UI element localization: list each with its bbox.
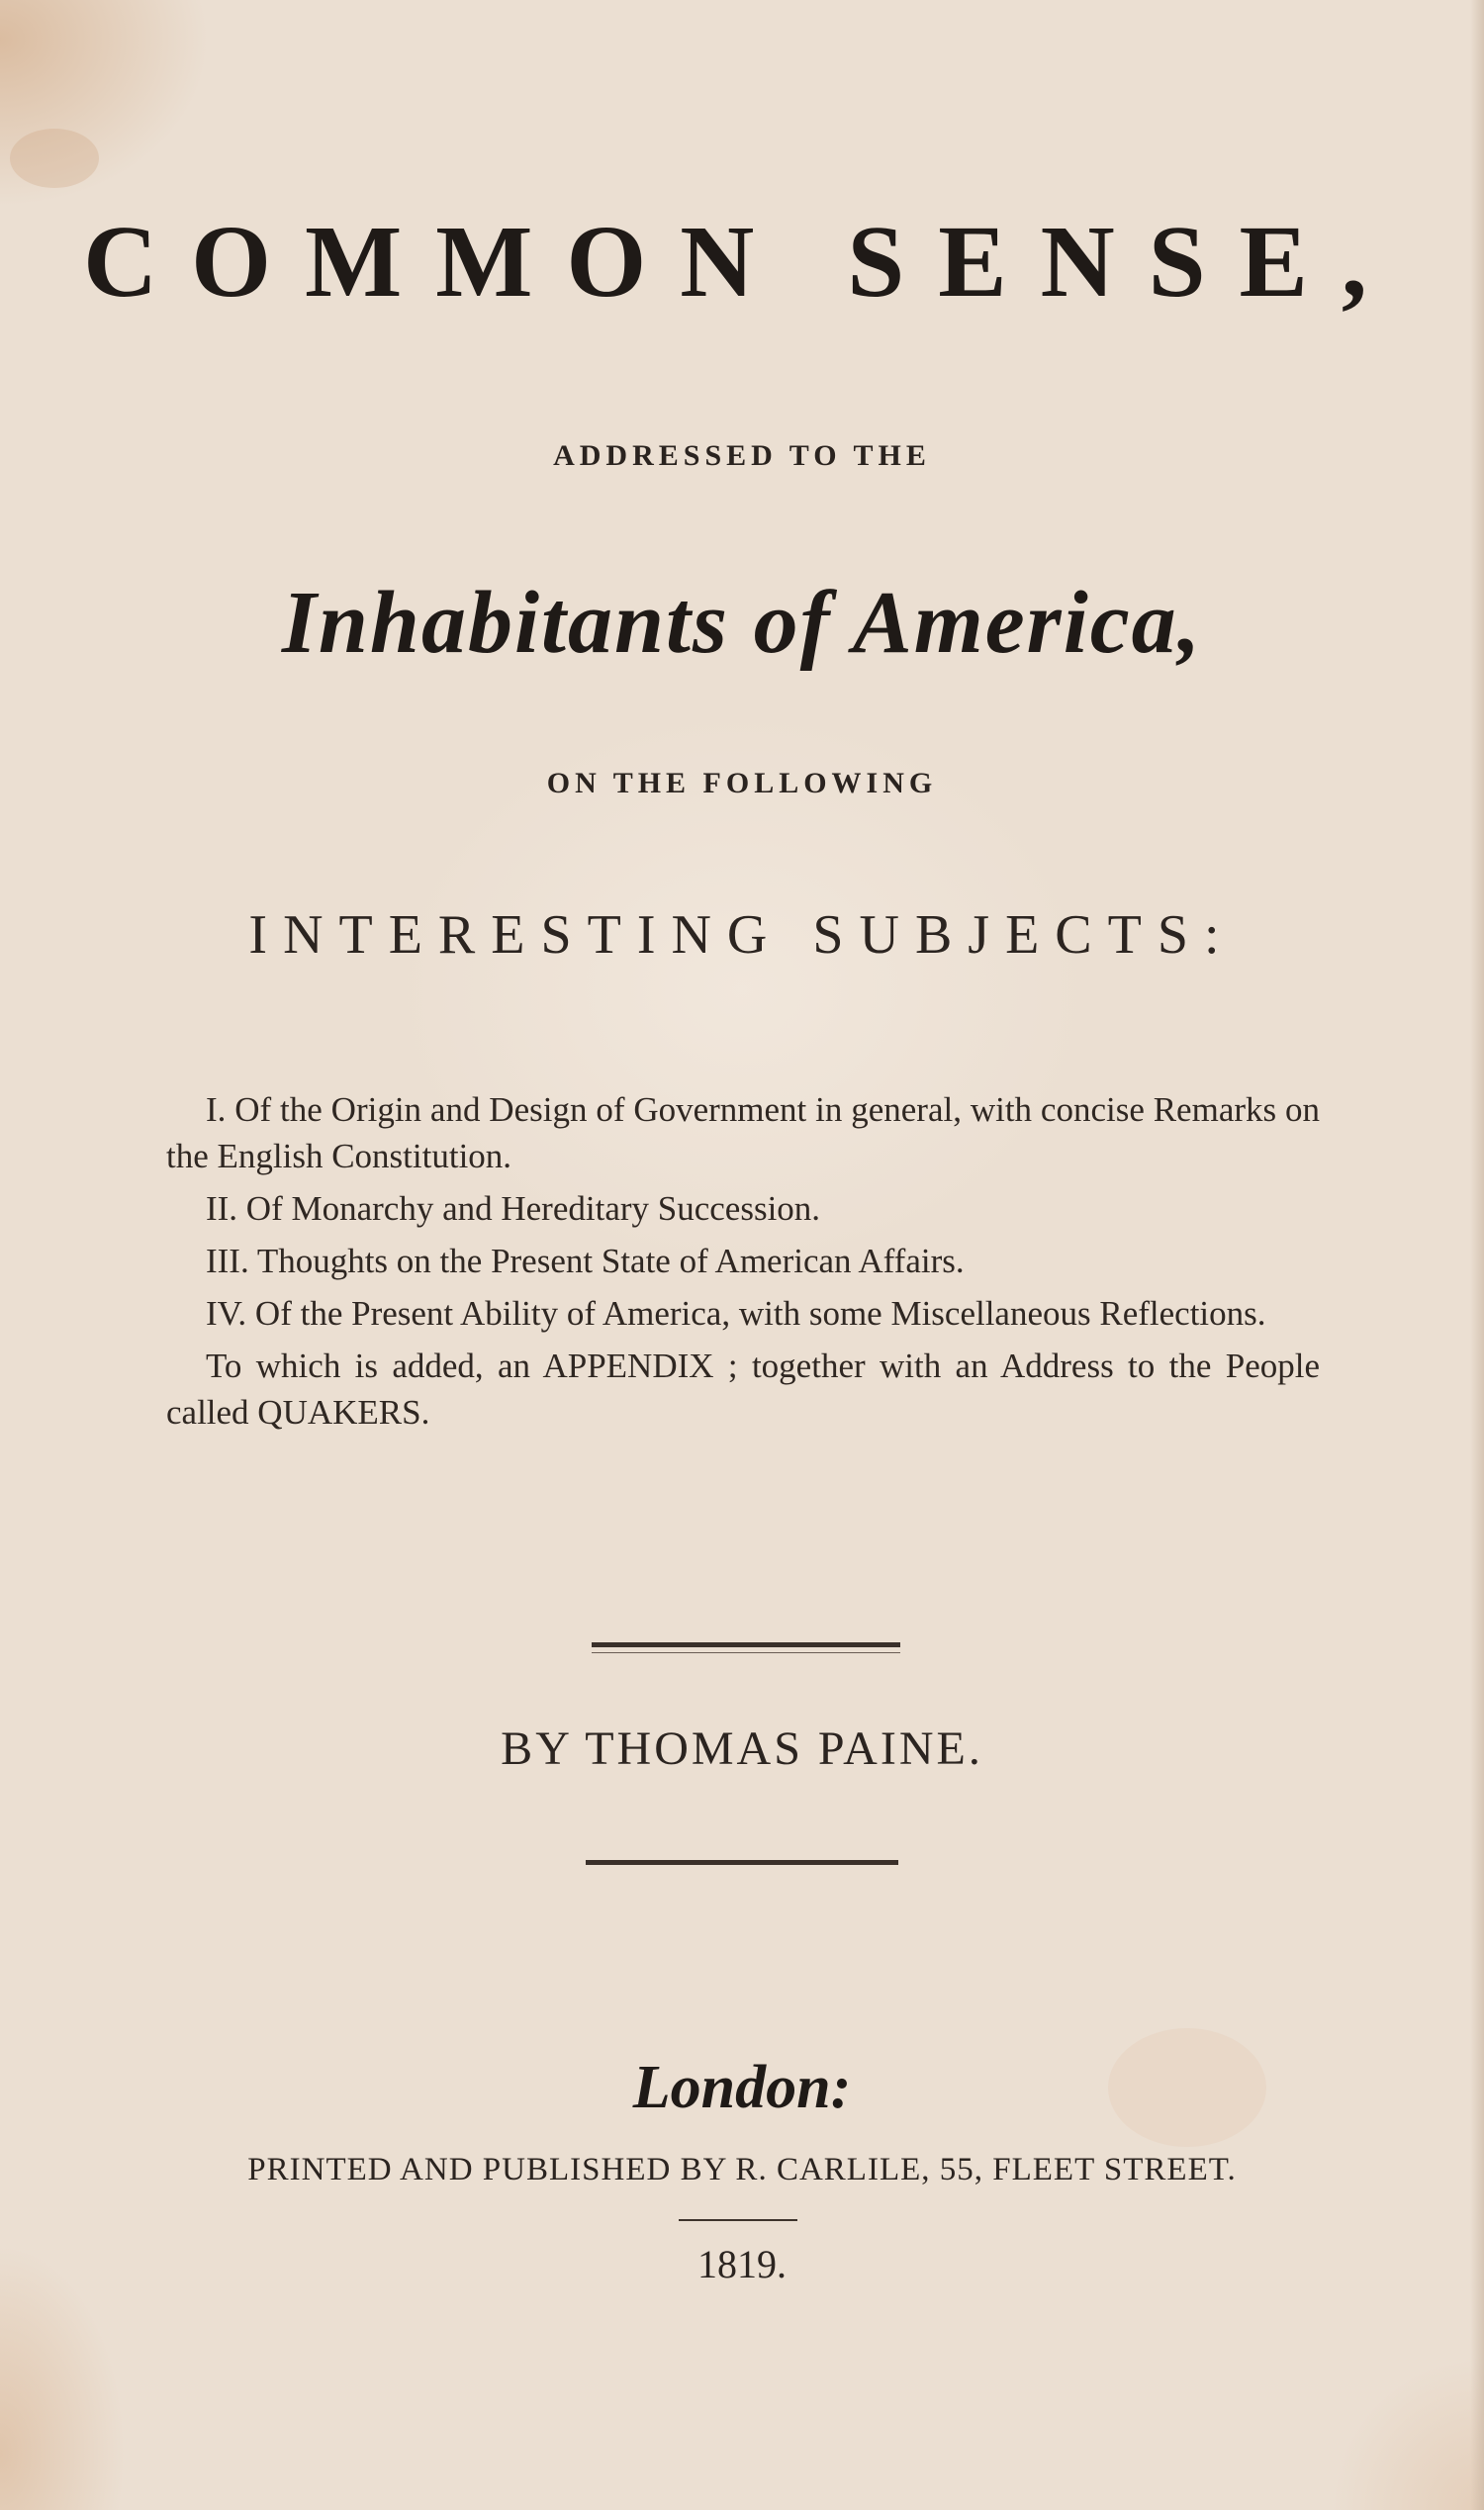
addressed-line: ADDRESSED TO THE: [553, 439, 931, 472]
imprint-line: PRINTED AND PUBLISHED BY R. CARLILE, 55, FLEET STREET.: [247, 2152, 1237, 2187]
divider-rule: [586, 1860, 898, 1865]
divider-rule-thin: [592, 1652, 900, 1653]
contents-list: [166, 1086, 1320, 1441]
contents-item: IV. Of the Present Ability of America, with some Miscellaneous Reflections.: [206, 1294, 1266, 1333]
divider-rule: [592, 1642, 900, 1647]
inhabitants-heading: Inhabitants of America,: [281, 574, 1203, 672]
author-byline: BY THOMAS PAINE.: [501, 1722, 983, 1775]
subjects-heading: INTERESTING SUBJECTS:: [248, 904, 1236, 966]
contents-item: To which is added, an APPENDIX ; together with an Address to the People called QUAKERS.: [166, 1347, 1320, 1432]
following-line: ON THE FOLLOWING: [546, 767, 938, 799]
place-of-publication: London:: [632, 2054, 852, 2121]
contents-item: III. Thoughts on the Present State of American Affairs.: [206, 1242, 965, 1280]
foxing-stain: [10, 129, 99, 188]
book-title: COMMON SENSE,: [83, 205, 1401, 319]
publication-year: 1819.: [697, 2242, 787, 2286]
contents-item: I. Of the Origin and Design of Government in general, with concise Remarks on the English Constitution.: [166, 1090, 1320, 1175]
divider-rule-short: [679, 2219, 797, 2221]
page-edge: [1470, 0, 1484, 2510]
contents-item: II. Of Monarchy and Hereditary Succession.: [206, 1189, 821, 1228]
